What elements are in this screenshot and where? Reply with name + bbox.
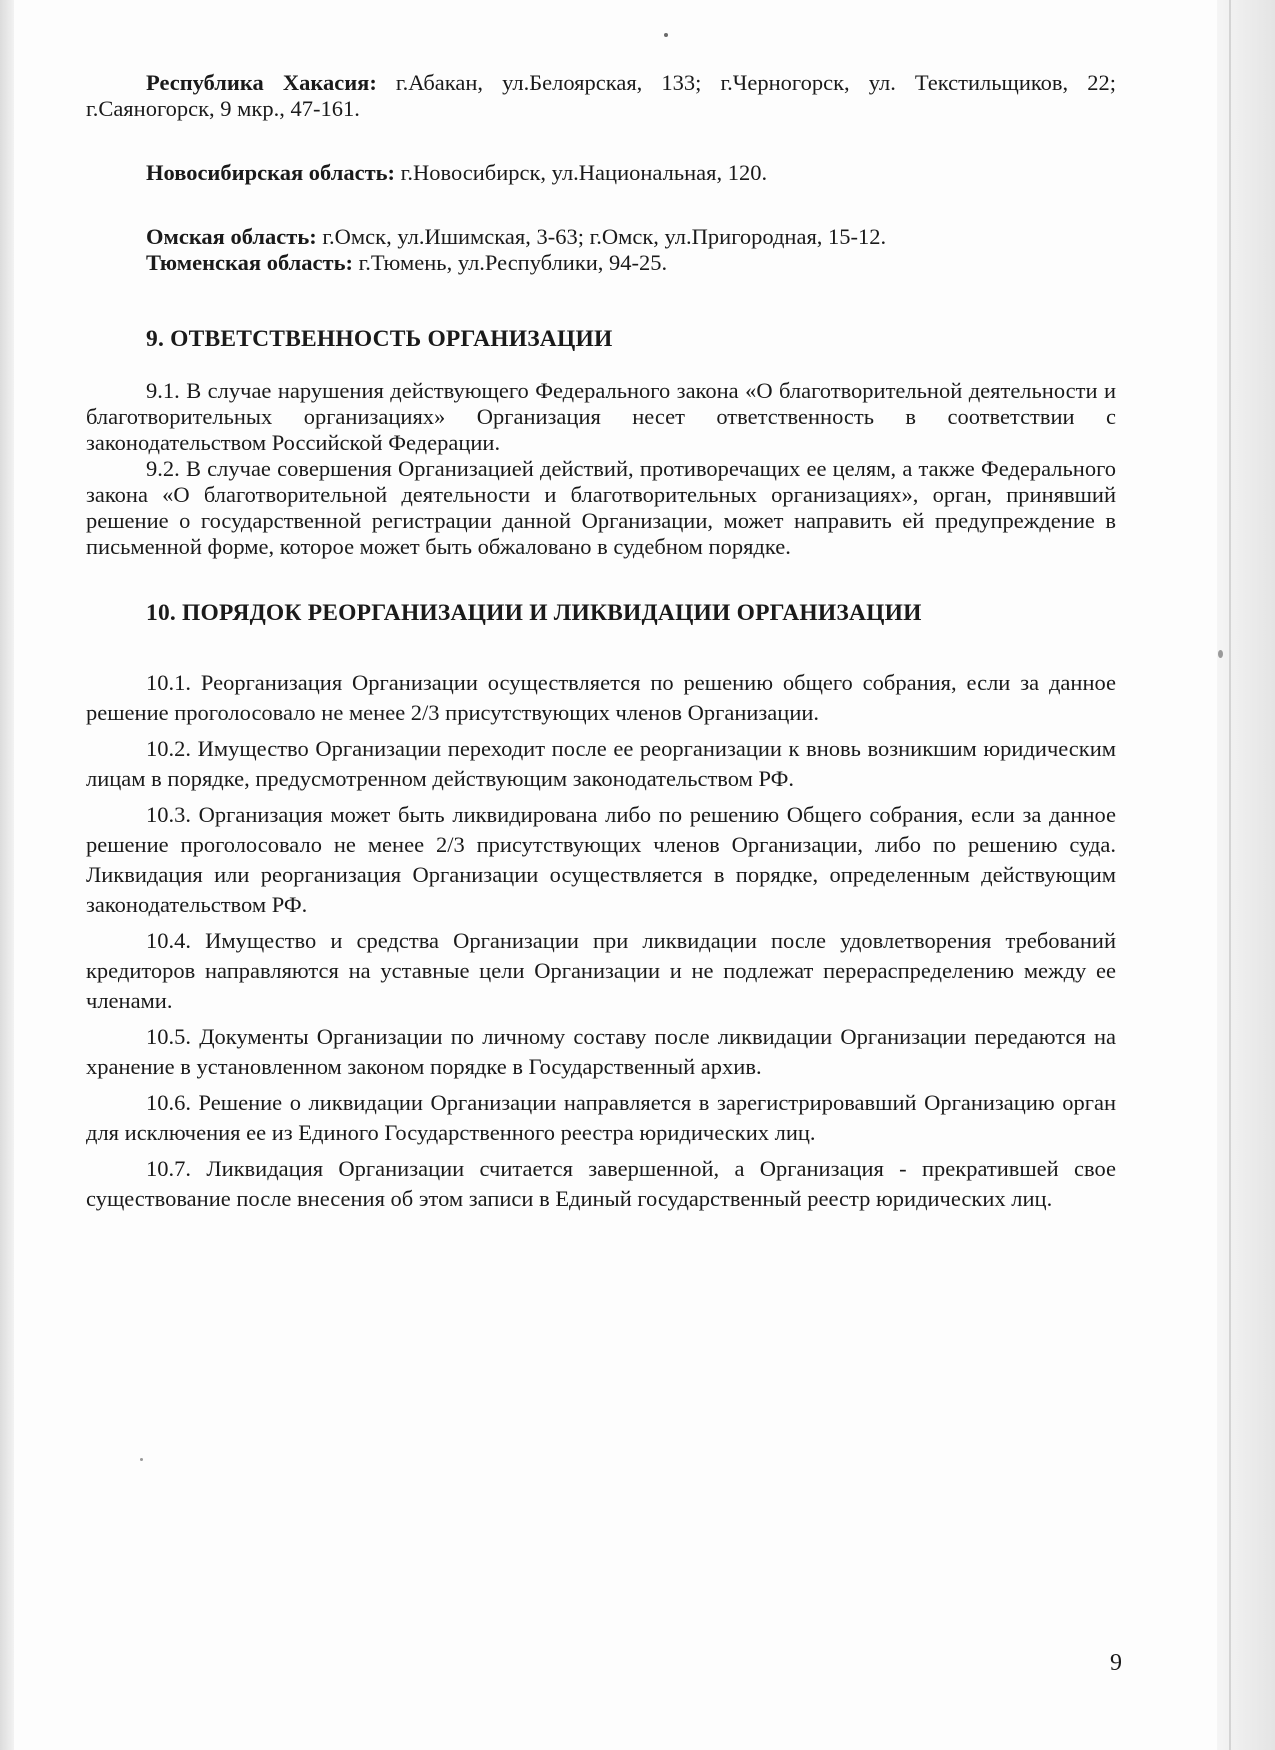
paragraph-10-3: 10.3. Организация может быть ликвидирована либо по решению Общего собрания, если за данное решение проголосовало не менее 2/3 присутствующих членов Организации, либо по решению суда. Ликвидация или реорганизация Организации осуществляется в порядке, определенным действующим законодательством РФ. (86, 802, 1116, 917)
paragraph-10-2: 10.2. Имущество Организации переходит после ее реорганизации к вновь возникшим юридическим лицам в порядке, предусмотренном действующим законодательством РФ. (86, 736, 1116, 791)
section-9-heading: 9. ОТВЕТСТВЕННОСТЬ ОРГАНИЗАЦИИ (146, 326, 613, 352)
paragraph-10-7: 10.7. Ликвидация Организации считается завершенной, а Организация - прекратившей свое существование после внесения об этом записи в Единый государственный реестр юридических лиц. (86, 1156, 1116, 1211)
scan-speck (1218, 650, 1223, 658)
section-10-heading: 10. ПОРЯДОК РЕОРГАНИЗАЦИИ И ЛИКВИДАЦИИ ОРГАНИЗАЦИИ (146, 600, 922, 626)
paragraph-10-4: 10.4. Имущество и средства Организации при ликвидации после удовлетворения требований кредиторов направляются на уставные цели Организации и не подлежат перераспределению между ее членами. (86, 928, 1116, 1013)
scan-left-edge (0, 0, 14, 1750)
region-name: Тюменская область: (146, 250, 353, 275)
region-addresses: г.Абакан, ул.Белоярская, 133; г.Черногорск, ул. Текстильщиков, 22; г.Саяногорск, 9 мкр., 47-161. (86, 70, 1116, 121)
region-tyumen (86, 250, 1116, 276)
paragraph-9-1: 9.1. В случае нарушения действующего Федерального закона «О благотворительной деятельности и благотворительных организациях» Организация несет ответственность в соответствии с законодательством Российской Федерации. (86, 378, 1116, 455)
scan-speck (140, 1458, 143, 1461)
region-name: Республика Хакасия: (146, 70, 377, 95)
page-number: 9 (1110, 1650, 1122, 1676)
paragraph-10-1: 10.1. Реорганизация Организации осуществляется по решению общего собрания, если за данное решение проголосовало не менее 2/3 присутствующих членов Организации. (86, 670, 1116, 725)
scan-right-edge (1217, 0, 1275, 1750)
scan-fold-line (1229, 0, 1231, 1750)
region-name: Омская область: (146, 224, 317, 249)
region-addresses: г.Омск, ул.Ишимская, 3-63; г.Омск, ул.Пригородная, 15-12. (316, 224, 887, 249)
region-novosibirsk (86, 160, 1116, 186)
region-omsk (86, 224, 1116, 250)
paragraph-9-2: 9.2. В случае совершения Организацией действий, противоречащих ее целям, а также Федерального закона «О благотворительной деятельности и благотворительных организациях», орган, принявший решение о государственной регистрации данной Организации, может направить ей предупреждение в письменной форме, которое может быть обжаловано в судебном порядке. (86, 456, 1116, 559)
document-body (86, 70, 1116, 1220)
region-name: Новосибирская область: (146, 160, 396, 185)
region-addresses: г.Новосибирск, ул.Национальная, 120. (395, 160, 768, 185)
region-khakassia (86, 70, 1116, 122)
paragraph-10-5: 10.5. Документы Организации по личному составу после ликвидации Организации передаются на хранение в установленном законом порядке в Государственный архив. (86, 1024, 1116, 1079)
paragraph-10-6: 10.6. Решение о ликвидации Организации направляется в зарегистрировавший Организацию орган для исключения ее из Единого Государственного реестра юридических лиц. (86, 1090, 1116, 1145)
scan-speck (664, 33, 668, 37)
region-addresses: г.Тюмень, ул.Республики, 94-25. (352, 250, 668, 275)
